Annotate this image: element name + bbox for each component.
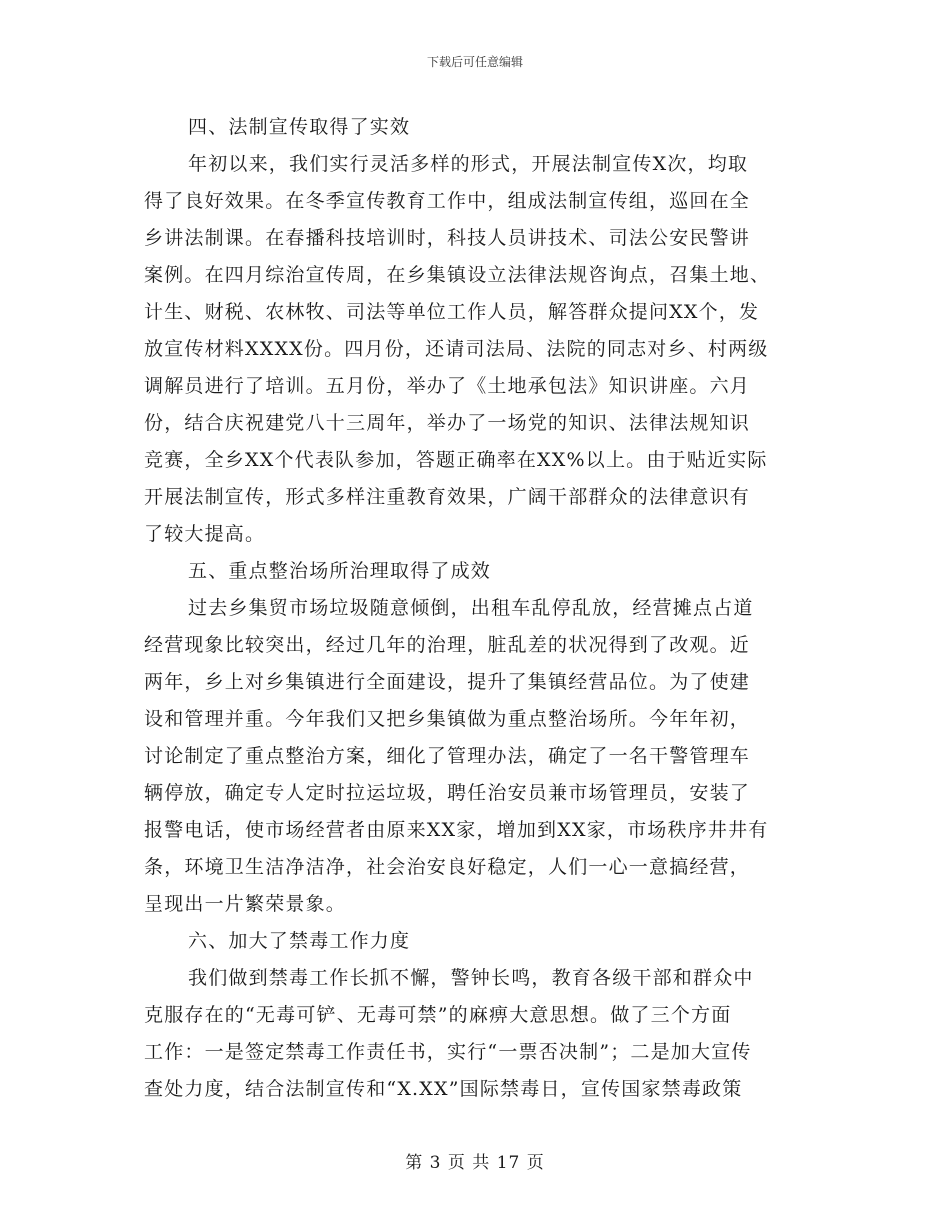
paragraph-line: 查处力度，结合法制宣传和“X.XX”国际禁毒日，宣传国家禁毒政策	[144, 1078, 743, 1100]
paragraph-line: 呈现出一片繁荣景象。	[144, 893, 347, 915]
paragraph-line: 年初以来，我们实行灵活多样的形式，开展法制宣传X次，均取	[188, 153, 749, 175]
section-heading: 六、加大了禁毒工作力度	[188, 930, 411, 952]
paragraph-line: 份，结合庆祝建党八十三周年，举办了一场党的知识、法律法规知识	[144, 412, 751, 434]
paragraph-line: 得了良好效果。在冬季宣传教育工作中，组成法制宣传组，巡回在全	[144, 190, 751, 212]
paragraph-line: 过去乡集贸市场垃圾随意倾倒，出租车乱停乱放，经营摊点占道	[188, 597, 754, 619]
paragraph-line: 报警电话，使市场经营者由原来XX家，增加到XX家，市场秩序井井有	[144, 819, 769, 841]
paragraph-line: 放宣传材料XXXX份。四月份，还请司法局、法院的同志对乡、村两级	[144, 338, 769, 360]
paragraph-line: 了较大提高。	[144, 523, 266, 545]
paragraph-line: 工作：一是签定禁毒工作责任书，实行“一票否决制”；二是加大宣传	[144, 1041, 752, 1063]
paragraph-line: 克服存在的“无毒可铲、无毒可禁”的麻痹大意思想。做了三个方面	[144, 1004, 732, 1026]
paragraph-line: 经营现象比较突出，经过几年的治理，脏乱差的状况得到了改观。近	[144, 634, 751, 656]
paragraph-line: 竞赛，全乡XX个代表队参加，答题正确率在XX%以上。由于贴近实际	[144, 449, 768, 471]
paragraph-line: 调解员进行了培训。五月份，举办了《土地承包法》知识讲座。六月	[144, 375, 751, 397]
paragraph-line: 设和管理并重。今年我们又把乡集镇做为重点整治场所。今年年初，	[144, 708, 751, 730]
paragraph-line: 乡讲法制课。在春播科技培训时，科技人员讲技术、司法公安民警讲	[144, 227, 751, 249]
paragraph-line: 开展法制宣传，形式多样注重教育效果，广阔干部群众的法律意识有	[144, 486, 751, 508]
document-body	[144, 109, 804, 1108]
section-heading: 四、法制宣传取得了实效	[188, 116, 411, 138]
page-header: 下载后可任意编辑	[426, 55, 523, 69]
paragraph-line: 两年，乡上对乡集镇进行全面建设，提升了集镇经营品位。为了使建	[144, 671, 751, 693]
page-number-footer: 第 3 页 共 17 页	[405, 1153, 545, 1173]
paragraph-line: 辆停放，确定专人定时拉运垃圾，聘任治安员兼市场管理员，安装了	[144, 782, 751, 804]
section-heading: 五、重点整治场所治理取得了成效	[188, 560, 492, 582]
paragraph-line: 我们做到禁毒工作长抓不懈，警钟长鸣，教育各级干部和群众中	[188, 967, 754, 989]
paragraph-line: 讨论制定了重点整治方案，细化了管理办法，确定了一名干警管理车	[144, 745, 751, 767]
paragraph-line: 计生、财税、农林牧、司法等单位工作人员，解答群众提问XX个，发	[144, 301, 760, 323]
paragraph-line: 案例。在四月综治宣传周，在乡集镇设立法律法规咨询点，召集土地、	[144, 264, 771, 286]
paragraph-line: 条，环境卫生洁净洁净，社会治安良好稳定，人们一心一意搞经营，	[144, 856, 751, 878]
